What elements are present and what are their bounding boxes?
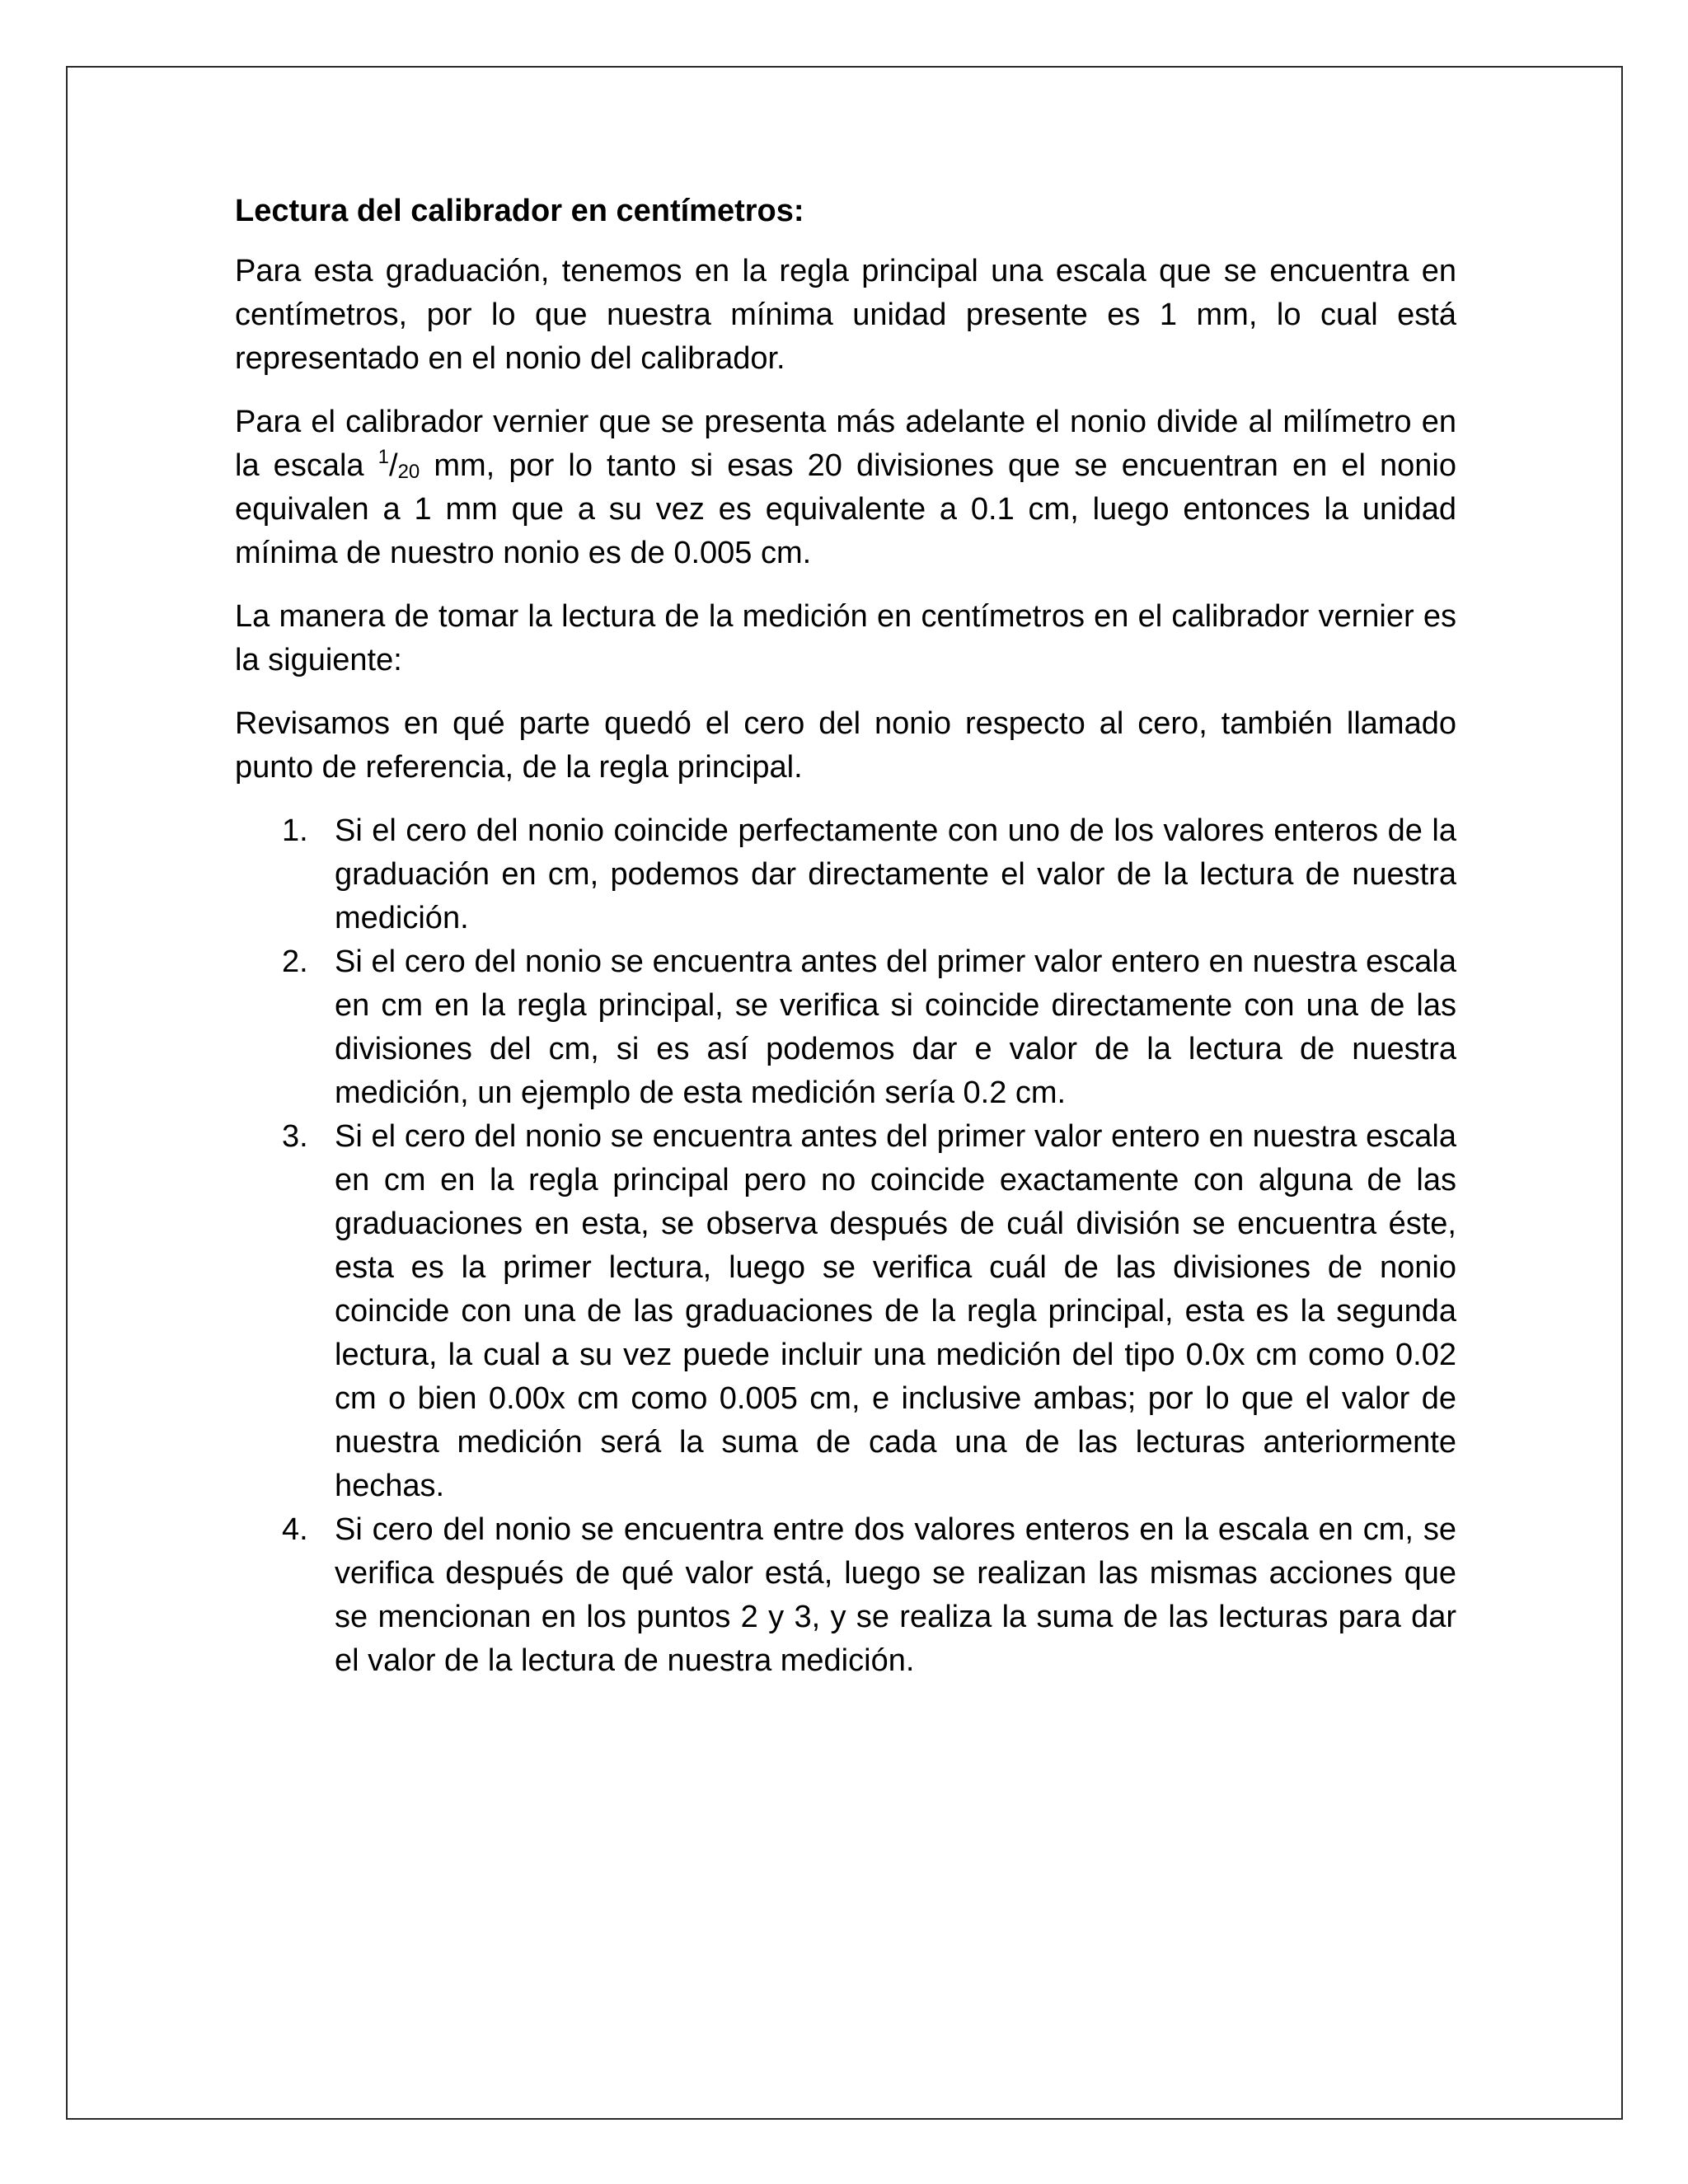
paragraph-reference-point: Revisamos en qué parte quedó el cero del nonio respecto al cero, también llamado punto de referencia, de la regla principal. (235, 706, 1456, 785)
list-item (235, 809, 1456, 940)
paragraph-graduation: Para esta graduación, tenemos en la regla principal una escala que se encuentra en centímetros, por lo que nuestra mínima unidad presente es 1 mm, lo cual está representado en el nonio del calibrador. (235, 254, 1456, 376)
list-item-number: 1. (282, 813, 308, 848)
paragraph-text-before-fraction: Para el calibrador vernier que se presenta más adelante el nonio divide al milímetro en la escala (235, 405, 1456, 483)
list-item-text: Si el cero del nonio coincide perfectamente con uno de los valores enteros de la graduación en cm, podemos dar directamente el valor de la lectura de nuestra medición. (335, 813, 1456, 935)
list-item-number: 2. (282, 944, 308, 979)
list-item-text: Si el cero del nonio se encuentra antes del primer valor entero en nuestra escala en cm en la regla principal pero no coincide exactamente con alguna de las graduaciones en esta, se observa después de cuál división se encuentra éste, esta es la primer lectura, luego se verifica cuál de las divisiones de nonio coincide con una de las graduaciones de la regla principal, esta es la segunda lectura, la cual a su vez puede incluir una medición del tipo 0.0x cm como 0.02 cm o bien 0.00x cm como 0.005 cm, e inclusive ambas; por lo que el valor de nuestra medición será la suma de cada una de las lecturas anteriormente hechas. (335, 1119, 1456, 1503)
steps-list (235, 809, 1456, 1683)
list-item-text: Si el cero del nonio se encuentra antes del primer valor entero en nuestra escala en cm en la regla principal, se verifica si coincide directamente con una de las divisiones del cm, si es así podemos dar e valor de la lectura de nuestra medición, un ejemplo de esta medición sería 0.2 cm. (335, 944, 1456, 1110)
fraction-slash: / (389, 448, 398, 483)
list-item-number: 4. (282, 1512, 308, 1547)
list-item (235, 940, 1456, 1115)
paragraph-vernier-resolution (235, 401, 1456, 575)
section-heading: Lectura del calibrador en centímetros: (235, 194, 804, 228)
paragraph-reading-method: La manera de tomar la lectura de la medición en centímetros en el calibrador vernier es la siguiente: (235, 599, 1456, 677)
document-body (235, 190, 1456, 1683)
fraction-denominator: 20 (397, 461, 420, 483)
list-item-text: Si cero del nonio se encuentra entre dos valores enteros en la escala en cm, se verifica después de qué valor está, luego se realizan las mismas acciones que se mencionan en los puntos 2 y 3, y se realiza la suma de las lecturas para dar el valor de la lectura de nuestra medición. (335, 1512, 1456, 1678)
list-item (235, 1115, 1456, 1508)
fraction-numerator: 1 (377, 446, 389, 468)
paragraph-text-after-fraction: mm, por lo tanto si esas 20 divisiones que se encuentran en el nonio equivalen a 1 mm que a su vez es equivalente a 0.1 cm, luego entonces la unidad mínima de nuestro nonio es de 0.005 cm. (235, 448, 1456, 570)
list-item-number: 3. (282, 1119, 308, 1154)
list-item (235, 1508, 1456, 1683)
